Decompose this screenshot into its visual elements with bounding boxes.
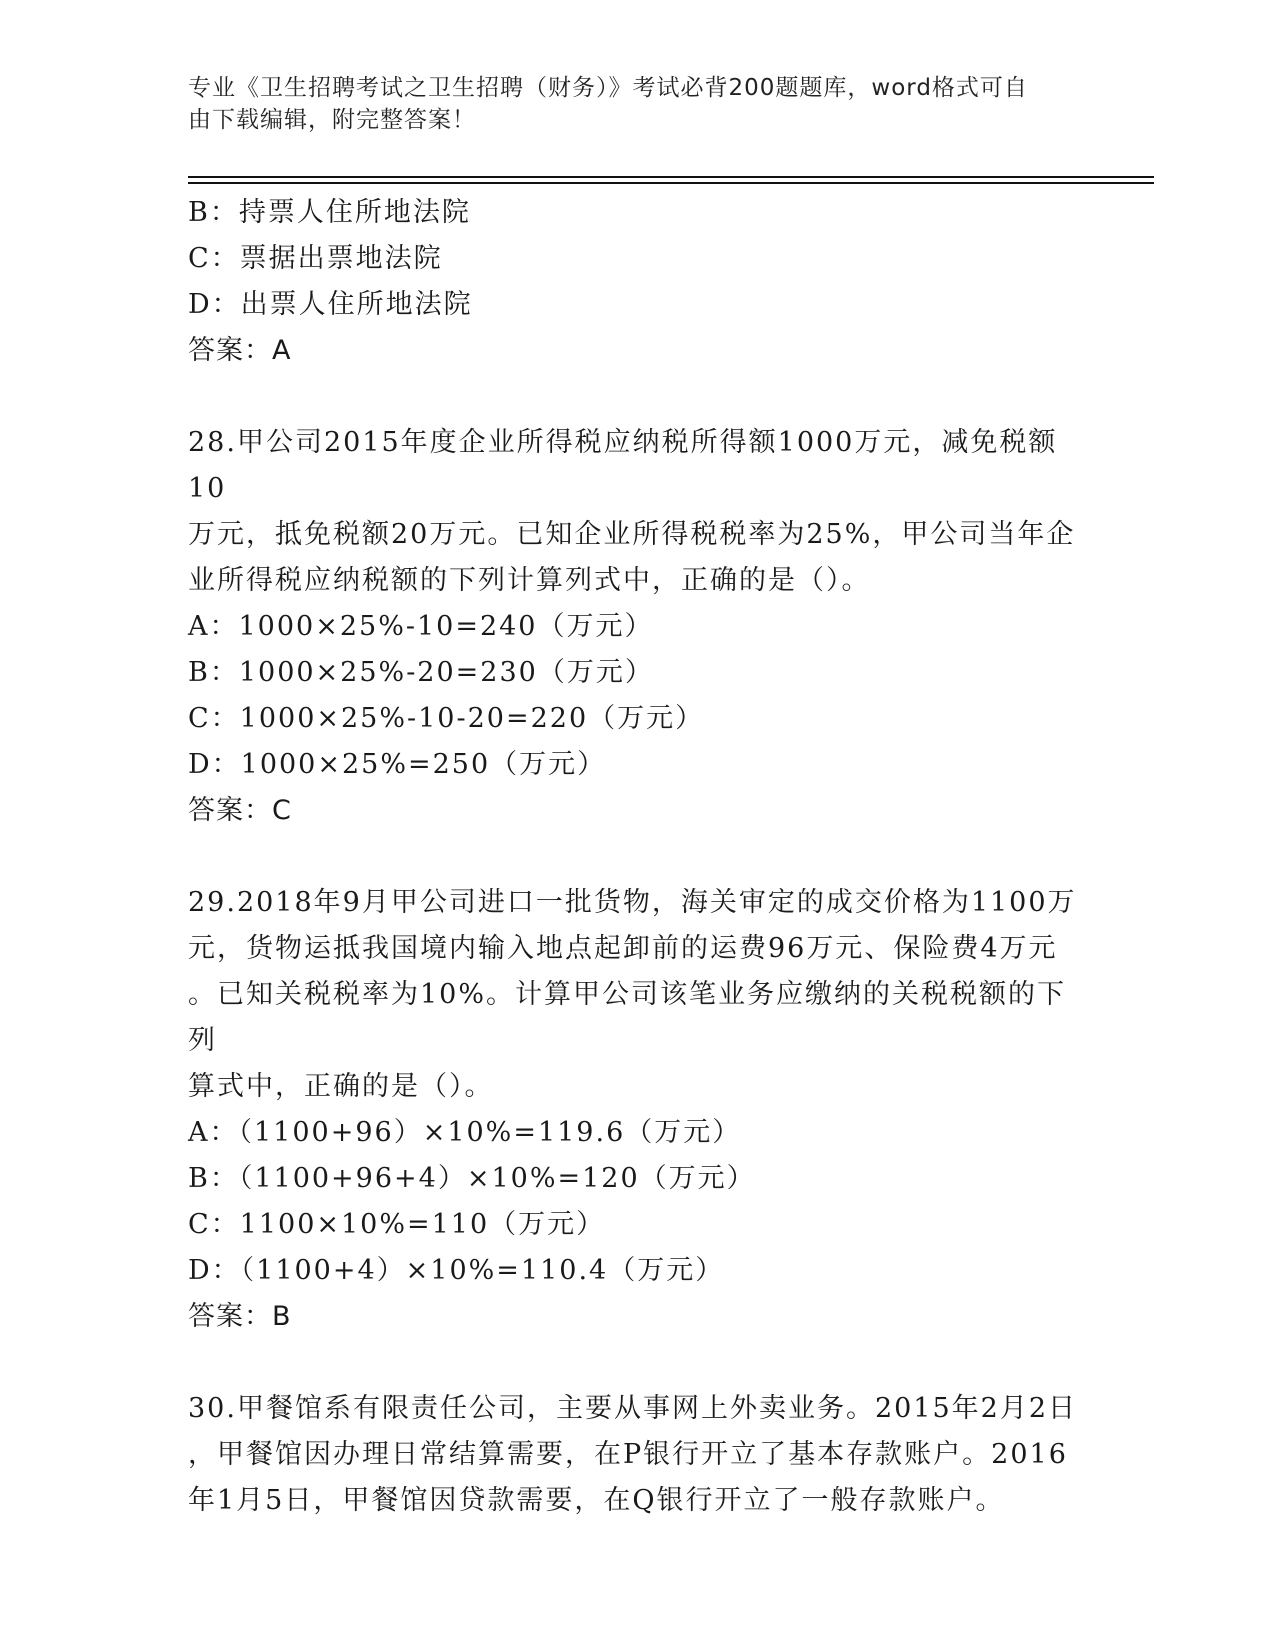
document-header bbox=[188, 72, 1068, 136]
question-text-line: 28.甲公司2015年度企业所得税应纳税所得额1000万元，减免税额10 bbox=[188, 427, 1058, 504]
option-d: D：（1100+4）×10%=110.4（万元） bbox=[188, 1255, 725, 1286]
question-text-line: 万元，抵免税额20万元。已知企业所得税税率为25%，甲公司当年企 bbox=[188, 519, 1076, 550]
question-text-line: 算式中，正确的是（）。 bbox=[188, 1071, 494, 1102]
answer-line: 答案：B bbox=[188, 1301, 292, 1332]
question-text-line: 元，货物运抵我国境内输入地点起卸前的运费96万元、保险费4万元 bbox=[188, 933, 1058, 964]
question-text-line: 。已知关税税率为10%。计算甲公司该笔业务应缴纳的关税税额的下列 bbox=[188, 979, 1067, 1056]
option-b: B：（1100+96+4）×10%=120（万元） bbox=[188, 1163, 756, 1194]
answer-line: 答案：A bbox=[188, 335, 292, 366]
option-d: D：1000×25%=250（万元） bbox=[188, 749, 607, 780]
question-text-line: 29.2018年9月甲公司进口一批货物，海关审定的成交价格为1100万 bbox=[188, 887, 1077, 918]
option-b: B：持票人住所地法院 bbox=[188, 197, 471, 228]
question-29 bbox=[188, 880, 1088, 1340]
question-text-line: ，甲餐馆因办理日常结算需要，在P银行开立了基本存款账户。2016 bbox=[188, 1439, 1068, 1470]
question-list bbox=[188, 190, 1088, 1524]
answer-line: 答案：C bbox=[188, 795, 292, 826]
option-c: C：票据出票地法院 bbox=[188, 243, 443, 274]
option-c: C：1100×10%=110（万元） bbox=[188, 1209, 606, 1240]
option-d: D：出票人住所地法院 bbox=[188, 289, 473, 320]
header-divider bbox=[188, 176, 1154, 178]
option-a: A：1000×25%-10=240（万元） bbox=[188, 611, 654, 642]
question-text-line: 30.甲餐馆系有限责任公司，主要从事网上外卖业务。2015年2月2日 bbox=[188, 1393, 1078, 1424]
question-28 bbox=[188, 420, 1088, 834]
header-line-1: 专业《卫生招聘考试之卫生招聘（财务）》考试必背200题题库，word格式可自 bbox=[188, 75, 1028, 101]
question-text-line: 年1月5日，甲餐馆因贷款需要，在Q银行开立了一般存款账户。 bbox=[188, 1485, 1005, 1516]
question-text-line: 业所得税应纳税额的下列计算列式中，正确的是（）。 bbox=[188, 565, 871, 596]
option-c: C：1000×25%-10-20=220（万元） bbox=[188, 703, 705, 734]
header-line-2: 由下载编辑，附完整答案！ bbox=[188, 107, 476, 133]
header-divider bbox=[188, 182, 1154, 184]
option-b: B：1000×25%-20=230（万元） bbox=[188, 657, 654, 688]
option-a: A：（1100+96）×10%=119.6（万元） bbox=[188, 1117, 742, 1148]
question-30 bbox=[188, 1386, 1088, 1524]
